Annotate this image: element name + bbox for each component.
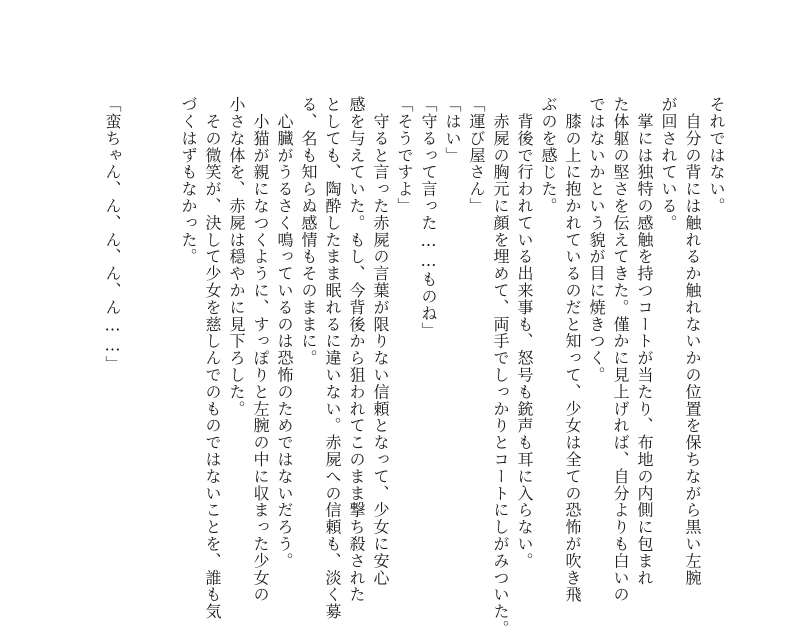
text-line: その微笑が、決して少女を慈しんでのものではないことを、誰も気 (203, 96, 222, 620)
text-line: としても、陶酔したまま眠れるに違いない。赤屍への信頼も、淡く募 (323, 96, 342, 620)
text-line: 赤屍の胸元に顔を埋めて、両手でしっかりとコートにしがみついた。 (491, 96, 510, 637)
text-line: が回されている。 (659, 96, 678, 232)
text-line: づくはずもなかった。 (179, 96, 198, 265)
text-line: た体躯の堅さを伝えてきた。僅かに見上げれば、自分よりも白いの (611, 96, 630, 603)
text-line: 「運び屋さん」 (467, 96, 486, 215)
text-line: る、名も知らぬ感情もそのままに。 (299, 96, 318, 367)
text-line: 小猫が親になつくように、すっぽりと左腕の中に収まった少女の (251, 96, 270, 603)
text-line: 自分の背には触れるか触れないかの位置を保ちながら黒い左腕 (683, 96, 702, 587)
text-line: 掌には独特の感触を持つコートが当たり、布地の内側に包まれ (635, 96, 654, 587)
text-line: ではないかという貌が目に焼きつく。 (587, 96, 606, 384)
text-line: 「そうですよ」 (395, 96, 414, 215)
text-line: 心臓がうるさく鳴っているのは恐怖のためではないだろう。 (275, 96, 294, 570)
text-line: 「蛮ちゃん、ん、ん、ん、ん……」 (103, 96, 122, 373)
text-line: 膝の上に抱かれているのだと知って、少女は全ての恐怖が吹き飛 (563, 96, 582, 603)
text-line: ぶのを感じた。 (539, 96, 558, 215)
text-line: 守ると言った赤屍の言葉が限りない信頼となって、少女に安心 (371, 96, 390, 587)
text-line: 背後で行われている出来事も、怒号も銃声も耳に入らない。 (515, 96, 534, 570)
text-line: それではない。 (707, 96, 726, 215)
text-line: 感を与えていた。もし、今背後から狙われてこのまま撃ち殺された (347, 96, 366, 603)
text-line: 小さな体を、赤屍は穏やかに見下ろした。 (227, 96, 246, 418)
text-line: 「守るって言った……ものね」 (419, 96, 438, 339)
text-line: 「はい」 (443, 96, 462, 164)
